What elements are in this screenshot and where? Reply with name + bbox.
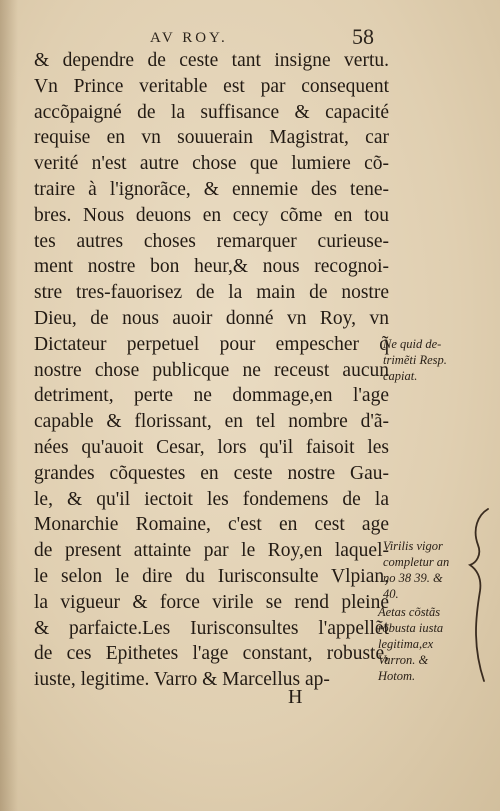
text-line: Dictateur perpetuel pour empescher q̃ [34,333,389,355]
text-line: Vn Prince veritable est par consequent [34,75,389,97]
text-line: & dependre de ceste tant insigne vertu. [34,50,389,71]
text-line: le, & qu'il iectoit les fondemens de la [34,488,389,510]
text-line: nées qu'auoit Cesar, lors qu'il faisoit les [34,436,389,458]
text-line: & parfaicte.Les Iurisconsultes l'appellẽt [34,617,389,639]
running-head: AV ROY. [150,30,228,46]
text-line: stre tres-fauorisez de la main de nostre [34,282,389,304]
margin-note-line: trimẽti Resp. [383,353,447,367]
margin-note-line: legitima,ex [378,637,434,651]
body-text [34,48,389,693]
margin-note-line: Ne quid de- [383,337,442,351]
text-line: grandes cõquestes en ceste nostre Gau- [34,462,389,484]
margin-note-line: robusta iusta [378,621,444,635]
text-line: de present attainte par le Roy,en laquel- [34,540,389,562]
text-line: de ces Epithetes l'age constant, robuste, [34,643,389,665]
margin-note-line: Varron. & [378,653,429,667]
margin-note [378,604,443,684]
margin-note-line: Aetas cõstãs [378,605,441,619]
page-number: 58 [352,24,374,49]
margin-note [383,336,447,384]
text-line: accõpaigné de la suffisance & capacité [34,101,389,123]
text-line: bres. Nous deuons en cecy cõme en tou [34,204,389,226]
text-line: verité n'est autre chose que lumiere cõ- [34,153,389,175]
text-line: Monarchie Romaine, c'est en cest age [34,514,389,536]
text-line: requise en vn souuerain Magistrat, car [34,127,389,149]
handwritten-bracket-mark [462,505,498,685]
margin-note-line: no 38 39. & [383,571,443,585]
text-line: detriment, perte ne dommage,en l'age [34,385,389,407]
text-line: capable & florissant, en tel nombre d'ã- [34,411,389,433]
margin-note-line: Hotom. [378,669,416,683]
text-line: le selon le dire du Iurisconsulte Vlpian, [34,565,389,587]
margin-note [383,538,449,602]
text-line: traire à l'ignorãce, & ennemie des tene- [34,178,389,200]
text-line: Dieu, de nous auoir donné vn Roy, vn [34,307,389,329]
page-header [0,26,500,48]
text-line: nostre chose publicque ne receust aucun [34,359,389,381]
text-line: tes autres choses remarquer curieuse- [34,230,389,252]
margin-note-line: Virilis vigor [383,539,443,553]
text-line: iuste, legitime. Varro & Marcellus ap- [34,669,330,691]
margin-note-line: capiat. [383,369,418,383]
gutter-shadow [0,0,18,811]
margin-note-line: completur an [383,555,450,569]
margin-note-line: 40. [383,587,399,601]
text-line: ment nostre bon heur,& nous recognoi- [34,256,389,278]
signature-mark: H [288,686,303,708]
text-line: la vigueur & force virile se rend pleine [34,591,389,613]
